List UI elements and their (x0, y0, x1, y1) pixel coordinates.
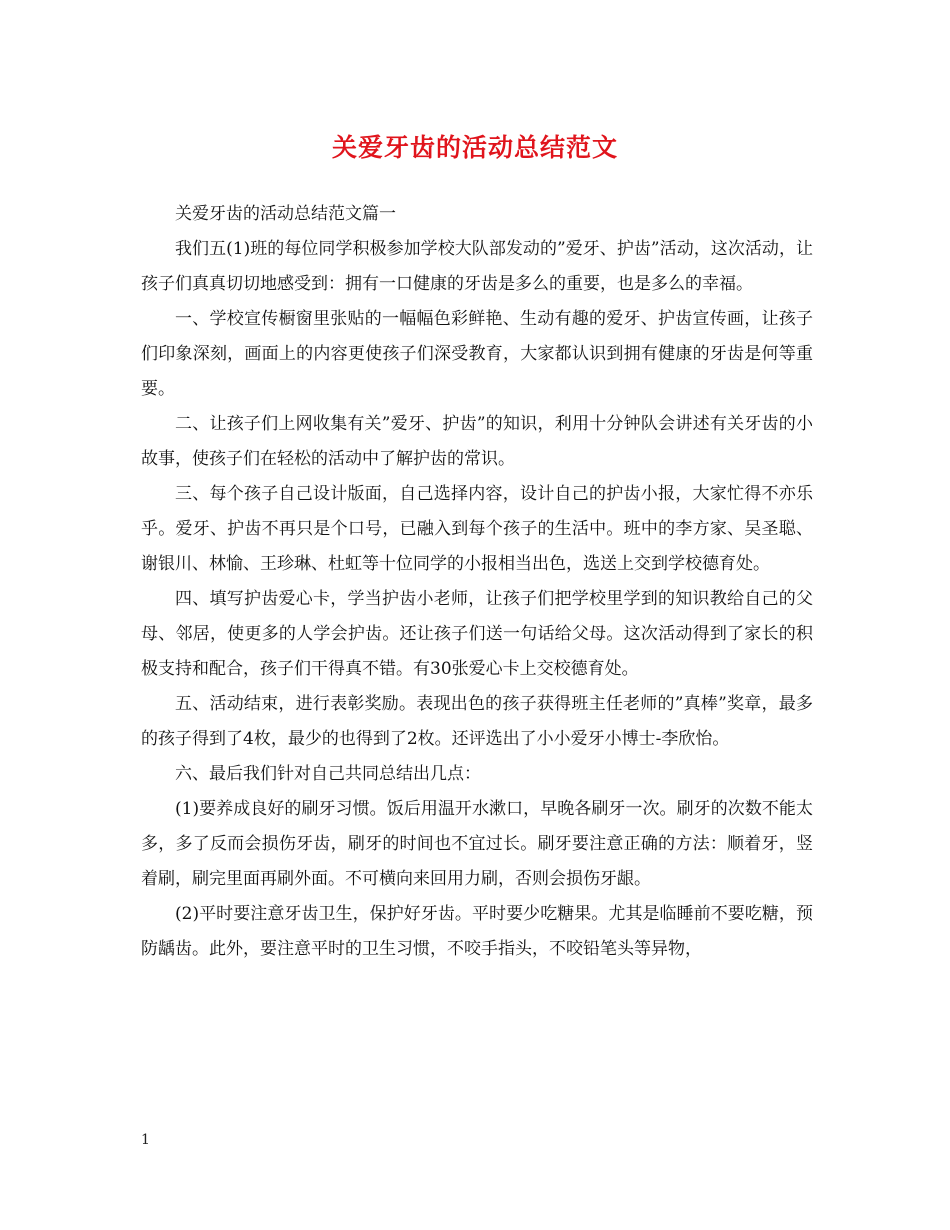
document-body (141, 197, 813, 967)
paragraph-point-3: 三、每个孩子自己设计版面，自己选择内容，设计自己的护齿小报，大家忙得不亦乐乎。爱牙、护齿不再只是个口号，已融入到每个孩子的生活中。班中的李方家、吴圣聪、谢银川、林愉、王珍琳、杜虹等十位同学的小报相当出色，选送上交到学校德育处。 (141, 484, 813, 574)
paragraph-point-4: 四、填写护齿爱心卡，学当护齿小老师，让孩子们把学校里学到的知识教给自己的父母、邻居，使更多的人学会护齿。还让孩子们送一句话给父母。这次活动得到了家长的积极支持和配合，孩子们干得真不错。有30张爱心卡上交校德育处。 (141, 589, 813, 679)
paragraph-tip-2: (2)平时要注意牙齿卫生，保护好牙齿。平时要少吃糖果。尤其是临睡前不要吃糖，预防龋齿。此外，要注意平时的卫生习惯，不咬手指头，不咬铅笔头等异物， (141, 904, 813, 959)
paragraph-point-1: 一、学校宣传橱窗里张贴的一幅幅色彩鲜艳、生动有趣的爱牙、护齿宣传画，让孩子们印象深刻，画面上的内容更使孩子们深受教育，大家都认识到拥有健康的牙齿是何等重要。 (141, 309, 813, 399)
page-number: 1 (141, 1132, 150, 1148)
paragraph-tip-1: (1)要养成良好的刷牙习惯。饭后用温开水漱口，早晚各刷牙一次。刷牙的次数不能太多，多了反而会损伤牙齿，刷牙的时间也不宜过长。刷牙要注意正确的方法：顺着牙，竖着刷，刷完里面再刷外面。不可横向来回用力刷，否则会损伤牙龈。 (141, 799, 813, 889)
paragraph-intro: 我们五(1)班的每位同学积极参加学校大队部发动的”爱牙、护齿”活动，这次活动，让孩子们真真切切地感受到：拥有一口健康的牙齿是多么的重要，也是多么的幸福。 (141, 239, 813, 294)
paragraph-point-2: 二、让孩子们上网收集有关”爱牙、护齿”的知识，利用十分钟队会讲述有关牙齿的小故事，使孩子们在轻松的活动中了解护齿的常识。 (141, 414, 813, 469)
paragraph-point-5: 五、活动结束，进行表彰奖励。表现出色的孩子获得班主任老师的”真棒”奖章，最多的孩子得到了4枚，最少的也得到了2枚。还评选出了小小爱牙小博士-李欣怡。 (141, 694, 813, 749)
paragraph-point-6: 六、最后我们针对自己共同总结出几点： (175, 764, 481, 784)
document-title: 关爱牙齿的活动总结范文 (331, 133, 618, 162)
section-heading: 关爱牙齿的活动总结范文篇一 (175, 204, 396, 224)
